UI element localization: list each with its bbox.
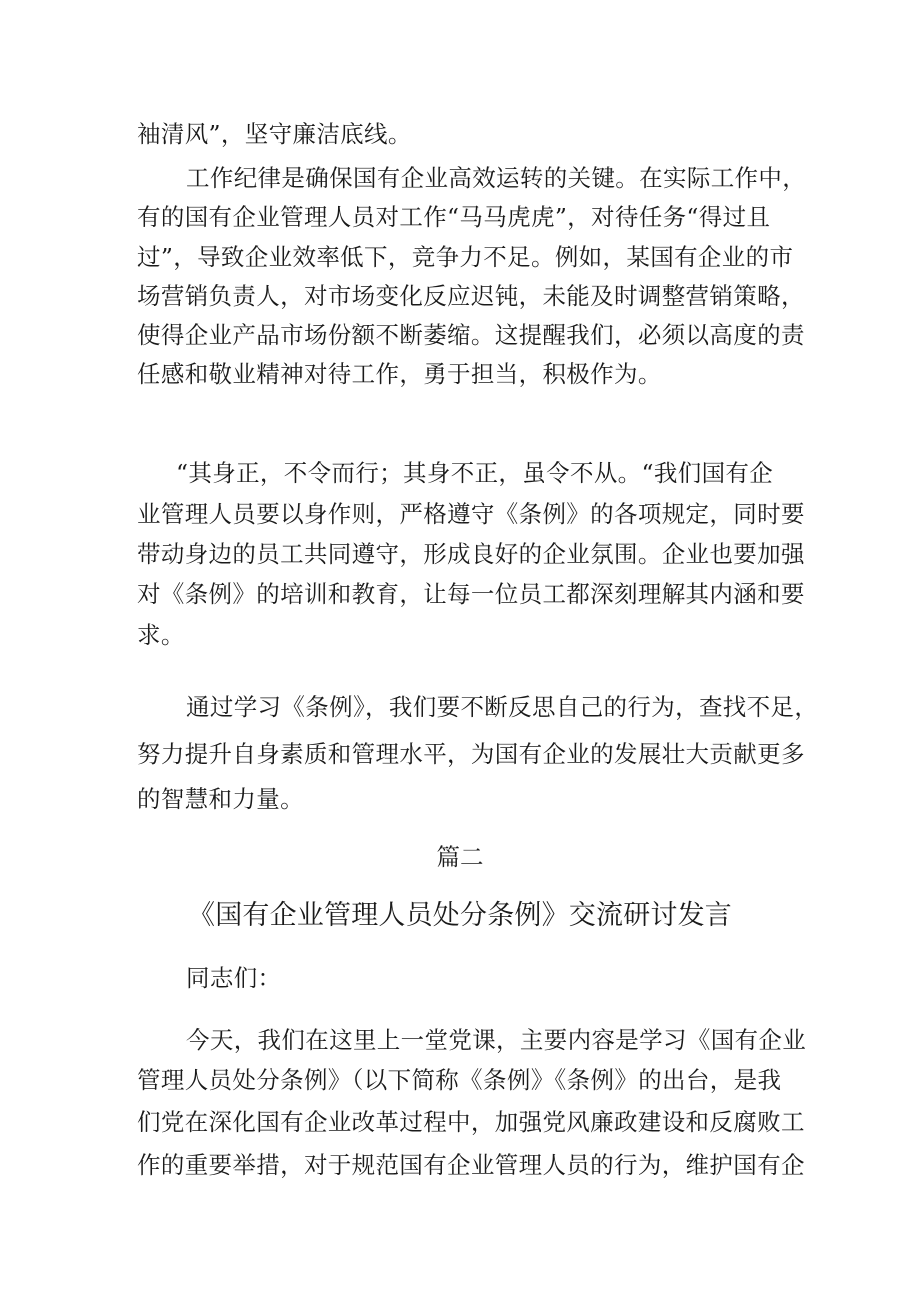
paragraph-3-line-1: “其身正，不令而行；其身不正，虽令不从。“我们国有企 bbox=[176, 459, 774, 487]
section-label: 篇二 bbox=[436, 843, 484, 871]
paragraph-1-line-1: 袖清风”，坚守廉洁底线。 bbox=[137, 120, 412, 148]
paragraph-2-line-3: 过”，导致企业效率低下，竞争力不足。例如，某国有企业的市 bbox=[137, 243, 794, 271]
paragraph-3-line-5: 求。 bbox=[137, 621, 185, 649]
paragraph-2-line-2: 有的国有企业管理人员对工作“马马虎虎”，对待任务“得过且 bbox=[137, 203, 771, 231]
paragraph-3-line-2: 业管理人员要以身作则，严格遵守《条例》的各项规定，同时要 bbox=[137, 500, 805, 528]
paragraph-5-line-1: 今天，我们在这里上一堂党课，主要内容是学习《国有企业 bbox=[186, 1026, 807, 1054]
paragraph-2-line-6: 任感和敬业精神对待工作，勇于担当，积极作为。 bbox=[137, 360, 662, 388]
paragraph-4-line-3: 的智慧和力量。 bbox=[137, 785, 304, 813]
paragraph-5-line-3: 们党在深化国有企业改革过程中，加强党风廉政建设和反腐败工 bbox=[137, 1108, 805, 1136]
salutation: 同志们： bbox=[186, 964, 282, 992]
paragraph-5-line-4: 作的重要举措，对于规范国有企业管理人员的行为，维护国有企 bbox=[137, 1151, 805, 1179]
paragraph-5-line-2: 管理人员处分条例》（以下简称《条例》《条例》的出台，是我 bbox=[137, 1066, 782, 1094]
paragraph-4-line-1: 通过学习《条例》，我们要不断反思自己的行为，查找不足， bbox=[186, 693, 819, 721]
paragraph-4-line-2: 努力提升自身素质和管理水平，为国有企业的发展壮大贡献更多 bbox=[137, 740, 805, 768]
paragraph-3-line-3: 带动身边的员工共同遵守，形成良好的企业氛围。企业也要加强 bbox=[137, 540, 805, 568]
paragraph-3-line-4: 对《条例》的培训和教育，让每一位员工都深刻理解其内涵和要 bbox=[137, 580, 805, 608]
paragraph-2-line-4: 场营销负责人，对市场变化反应迟钝，未能及时调整营销策略， bbox=[137, 282, 805, 310]
paragraph-2-line-5: 使得企业产品市场份额不断萎缩。这提醒我们，必须以高度的责 bbox=[137, 321, 805, 349]
document-title: 《国有企业管理人员处分条例》交流研讨发言 bbox=[188, 900, 732, 931]
paragraph-2-line-1: 工作纪律是确保国有企业高效运转的关键。在实际工作中， bbox=[186, 164, 807, 192]
